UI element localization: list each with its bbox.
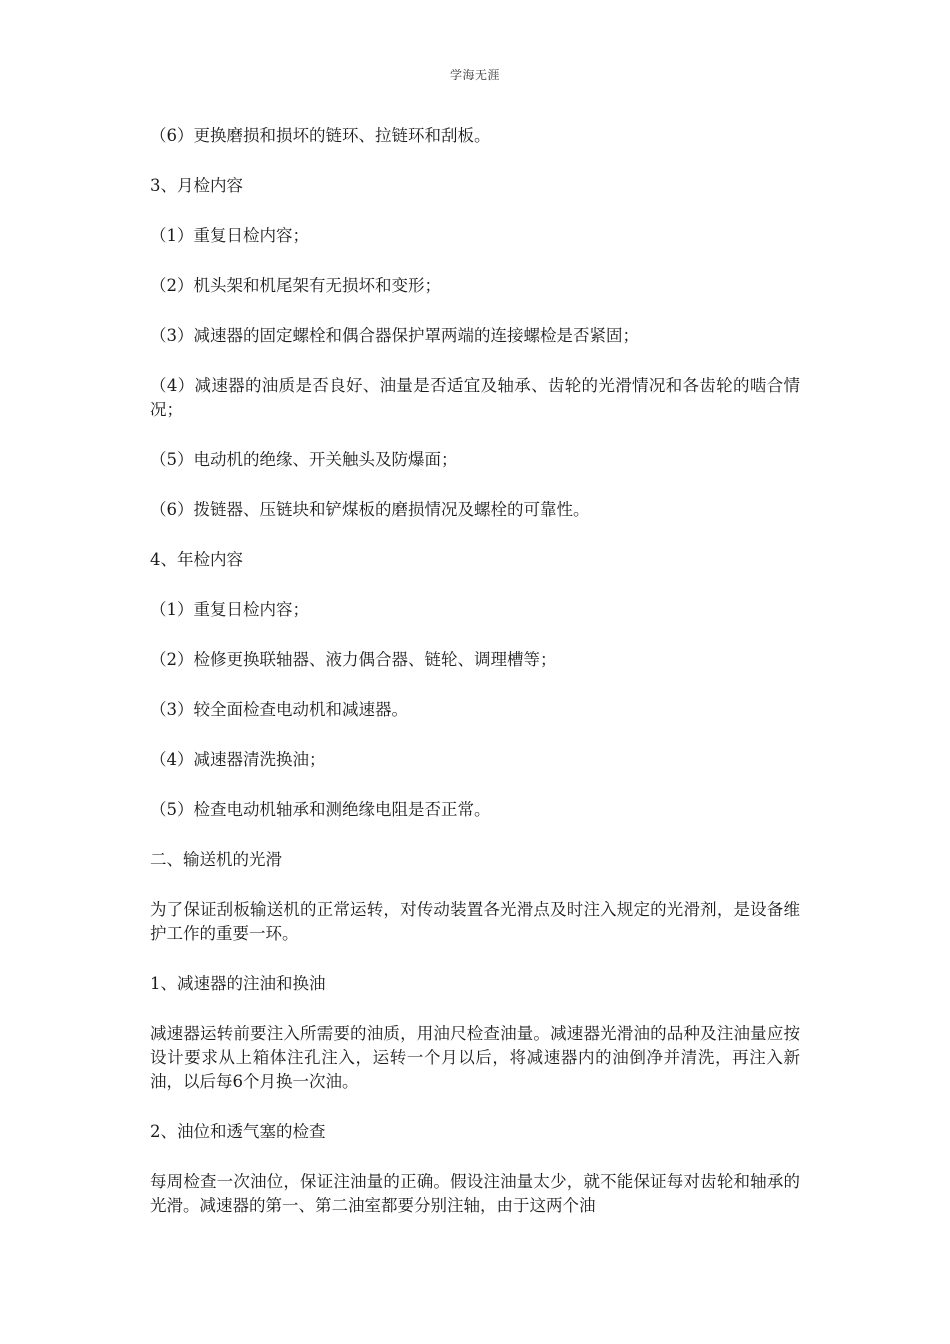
paragraph: （4）减速器清洗换油； bbox=[150, 750, 326, 769]
paragraph: （5）电动机的绝缘、开关触头及防爆面； bbox=[150, 450, 458, 469]
paragraph: 减速器运转前要注入所需要的油质，用油尺检查油量。减速器光滑油的品种及注油量应按设计要求从上箱体注孔注入，运转一个月以后，将减速器内的油倒净并清洗，再注入新油，以后每6个月换一次油。 bbox=[150, 1024, 800, 1091]
paragraph: （5）检查电动机轴承和测绝缘电阻是否正常。 bbox=[150, 800, 491, 819]
paragraph: （4）减速器的油质是否良好、油量是否适宜及轴承、齿轮的光滑情况和各齿轮的啮合情况； bbox=[150, 376, 800, 419]
section-heading: 2、油位和透气塞的检查 bbox=[150, 1122, 326, 1141]
paragraph: （6）更换磨损和损坏的链环、拉链环和刮板。 bbox=[150, 126, 491, 145]
paragraph: 每周检查一次油位，保证注油量的正确。假设注油量太少，就不能保证每对齿轮和轴承的光滑。减速器的第一、第二油室都要分别注轴，由于这两个油 bbox=[150, 1172, 800, 1215]
section-heading: 1、减速器的注油和换油 bbox=[150, 974, 326, 993]
paragraph: （3）较全面检查电动机和减速器。 bbox=[150, 700, 408, 719]
paragraph: （1）重复日检内容； bbox=[150, 226, 309, 245]
paragraph: （1）重复日检内容； bbox=[150, 600, 309, 619]
section-heading: 4、年检内容 bbox=[150, 550, 243, 569]
paragraph: （2）机头架和机尾架有无损坏和变形； bbox=[150, 276, 441, 295]
paragraph: （2）检修更换联轴器、液力偶合器、链轮、调理槽等； bbox=[150, 650, 557, 669]
section-heading: 3、月检内容 bbox=[150, 176, 243, 195]
paragraph: （6）拨链器、压链块和铲煤板的磨损情况及螺栓的可靠性。 bbox=[150, 500, 590, 519]
document-body bbox=[150, 124, 800, 1244]
paragraph: 为了保证刮板输送机的正常运转，对传动装置各光滑点及时注入规定的光滑剂，是设备维护工作的重要一环。 bbox=[150, 900, 800, 943]
section-heading: 二、输送机的光滑 bbox=[150, 850, 282, 869]
page-header: 学海无涯 bbox=[449, 68, 500, 82]
paragraph: （3）减速器的固定螺栓和偶合器保护罩两端的连接螺检是否紧固； bbox=[150, 326, 639, 345]
